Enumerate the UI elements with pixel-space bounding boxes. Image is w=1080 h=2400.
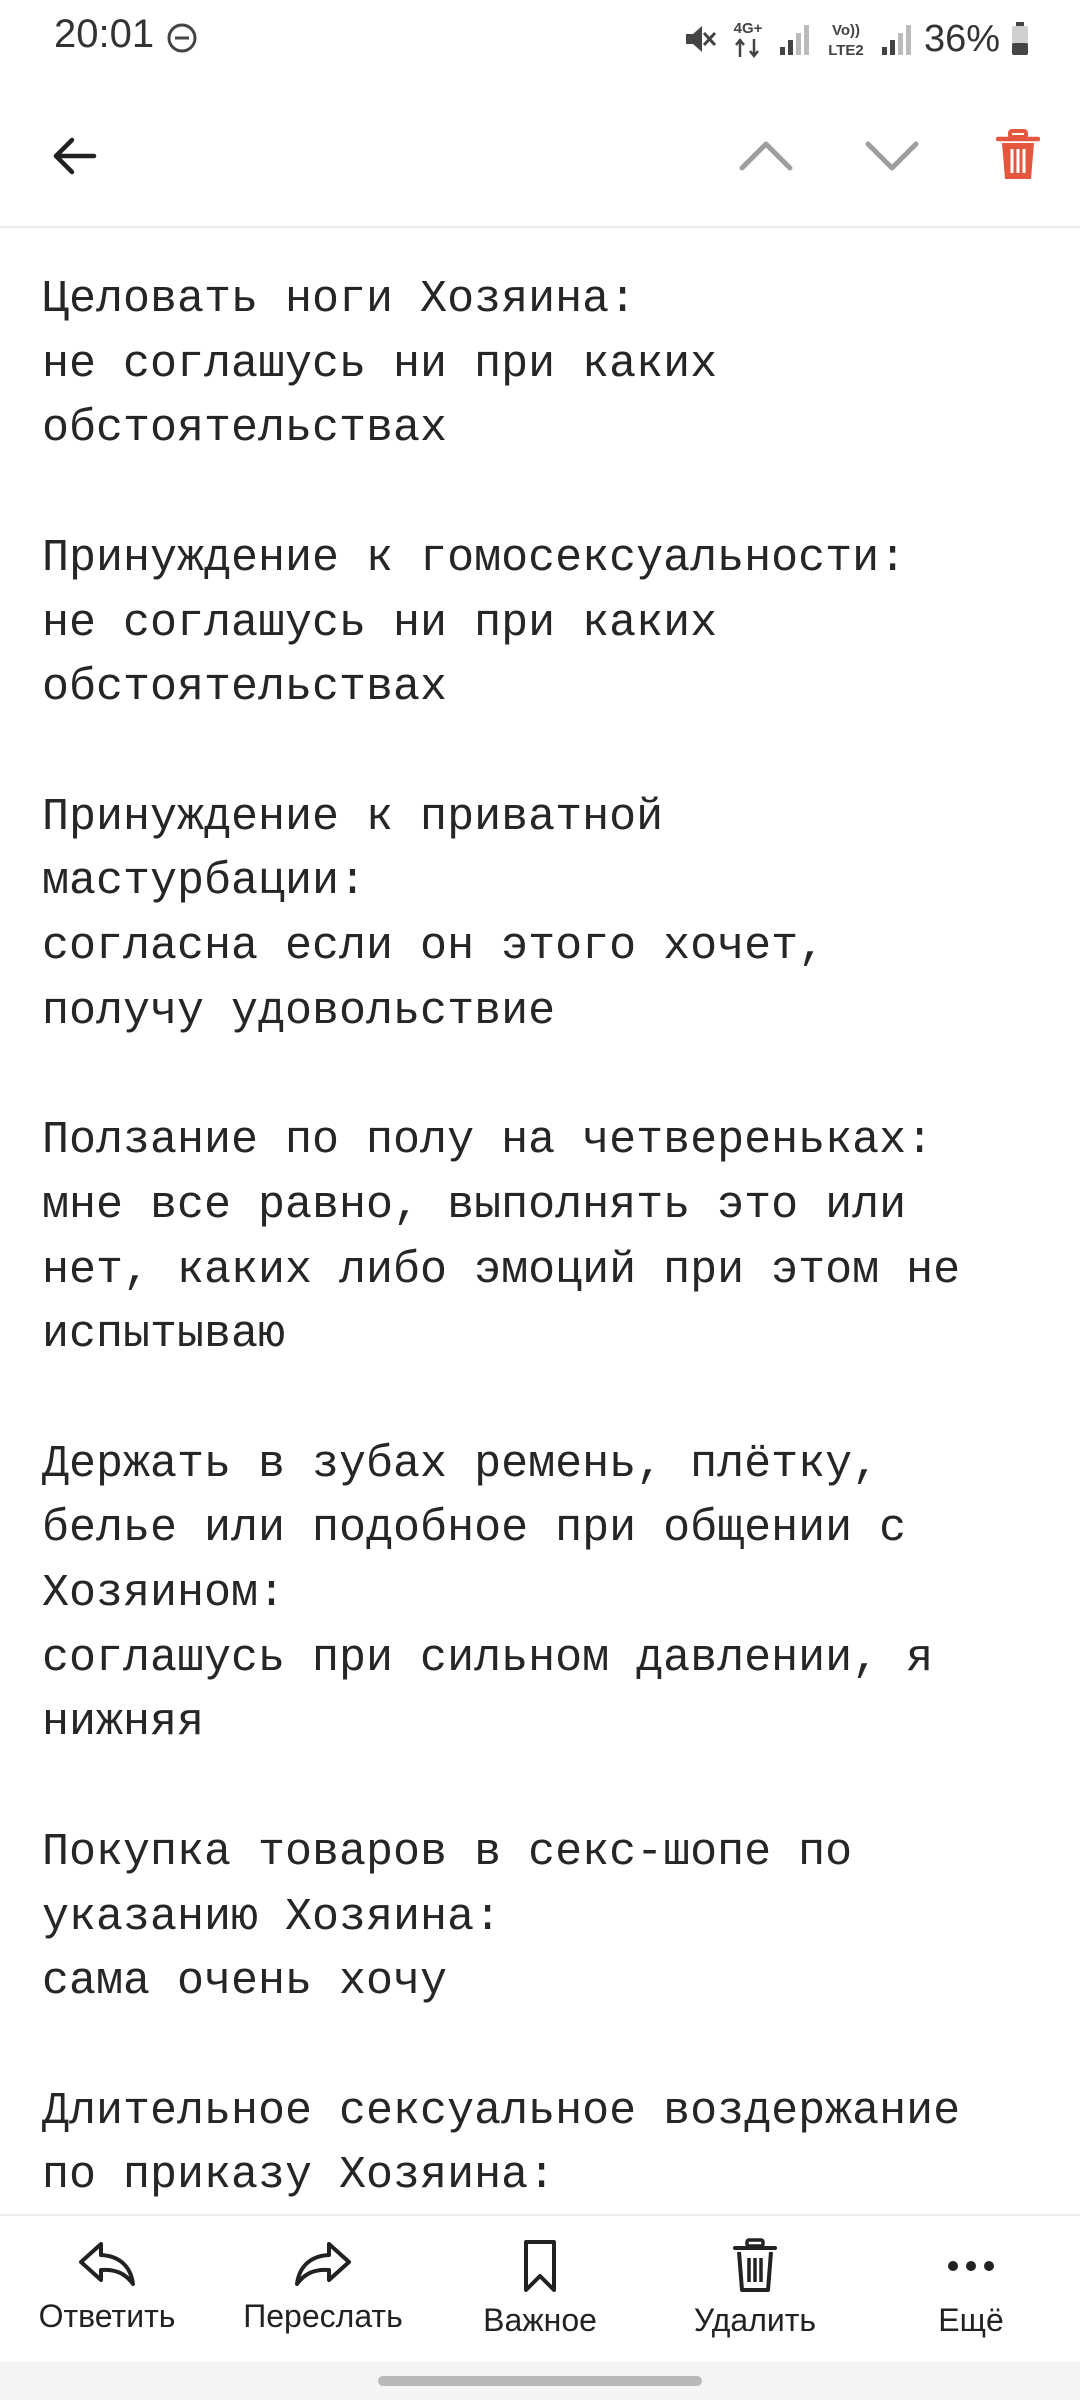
message-line: белье или подобное при общении с	[42, 1503, 907, 1555]
message-blank-line	[42, 1368, 1052, 1433]
more-dots-icon	[941, 2238, 1001, 2294]
message-blank-line	[42, 721, 1052, 786]
message-blank-line	[42, 1044, 1052, 1109]
message-line: обстоятельствах	[42, 662, 448, 714]
message-line: Длительное сексуальное воздержание	[42, 2085, 961, 2137]
network-type-label: 4G+	[733, 20, 763, 37]
signal-icon	[778, 21, 812, 57]
volte-icon	[822, 17, 870, 61]
message-line: Хозяином:	[42, 1568, 286, 1620]
status-bar	[0, 0, 1080, 78]
back-button[interactable]	[36, 118, 112, 194]
battery-icon	[1010, 21, 1030, 57]
message-body	[42, 268, 1052, 2208]
mute-icon	[682, 21, 718, 57]
do-not-disturb-icon	[166, 22, 198, 54]
network-type-icon	[728, 17, 768, 61]
message-line: Держать в зубах ремень, плётку,	[42, 1438, 880, 1490]
message-line: испытываю	[42, 1309, 286, 1361]
chevron-up-icon	[738, 138, 794, 174]
reply-icon	[77, 2238, 137, 2290]
next-message-button[interactable]	[852, 116, 932, 196]
delete-label: Удалить	[693, 2302, 817, 2338]
trash-outline-icon	[725, 2238, 785, 2294]
bookmark-icon	[510, 2238, 570, 2294]
navigation-bar	[0, 2362, 1080, 2400]
bottom-action-bar	[0, 2214, 1080, 2362]
message-line: обстоятельствах	[42, 403, 448, 455]
message-line: Целовать ноги Хозяина:	[42, 274, 637, 325]
forward-label: Переслать	[243, 2298, 403, 2334]
message-line: мне все равно, выполнять это или	[42, 1179, 907, 1231]
message-line: указанию Хозяина:	[42, 1891, 502, 1943]
message-line: Ползание по полу на четвереньках:	[42, 1115, 934, 1167]
message-line: по приказу Хозяина:	[42, 2150, 556, 2202]
message-line: Принуждение к гомосексуальности:	[42, 532, 907, 584]
message-line: получу удовольствие	[42, 985, 556, 1037]
signal-2-icon	[880, 21, 914, 57]
message-line: Покупка товаров в секс-шопе по	[42, 1826, 853, 1878]
message-line: сама очень хочу	[42, 1956, 448, 2008]
volte-bottom-label: LTE2	[828, 42, 864, 59]
top-app-bar	[0, 78, 1080, 228]
message-line: согласна если он этого хочет,	[42, 921, 826, 973]
arrow-left-icon	[50, 132, 98, 180]
more-button[interactable]	[886, 2216, 1056, 2364]
message-line: соглашусь при сильном давлении, я	[42, 1632, 934, 1684]
message-blank-line	[42, 462, 1052, 527]
delete-message-button[interactable]	[978, 116, 1058, 196]
previous-message-button[interactable]	[726, 116, 806, 196]
message-line: не соглашусь ни при каких	[42, 338, 718, 390]
message-line: нет, каких либо эмоций при этом не	[42, 1244, 961, 1296]
message-text	[42, 268, 1052, 2208]
status-time: 20:01	[54, 12, 155, 56]
forward-button[interactable]	[238, 2216, 408, 2364]
message-blank-line	[42, 1756, 1052, 1821]
message-line: нижняя	[42, 1697, 205, 1749]
status-icons	[682, 14, 1030, 64]
important-label: Важное	[483, 2302, 597, 2338]
message-line: мастурбации:	[42, 856, 367, 908]
reply-button[interactable]	[22, 2216, 192, 2364]
reply-label: Ответить	[38, 2298, 176, 2334]
battery-percent: 36%	[923, 17, 1000, 60]
more-label: Ещё	[938, 2302, 1004, 2338]
message-line: не соглашусь ни при каких	[42, 597, 718, 649]
chevron-down-icon	[864, 138, 920, 174]
message-blank-line	[42, 2015, 1052, 2080]
volte-top-label: Vo))	[831, 22, 860, 39]
home-indicator[interactable]	[378, 2376, 702, 2386]
trash-icon	[996, 129, 1040, 183]
forward-icon	[293, 2238, 353, 2290]
delete-button[interactable]	[670, 2216, 840, 2364]
important-button[interactable]	[455, 2216, 625, 2364]
message-line: Принуждение к приватной	[42, 791, 664, 843]
